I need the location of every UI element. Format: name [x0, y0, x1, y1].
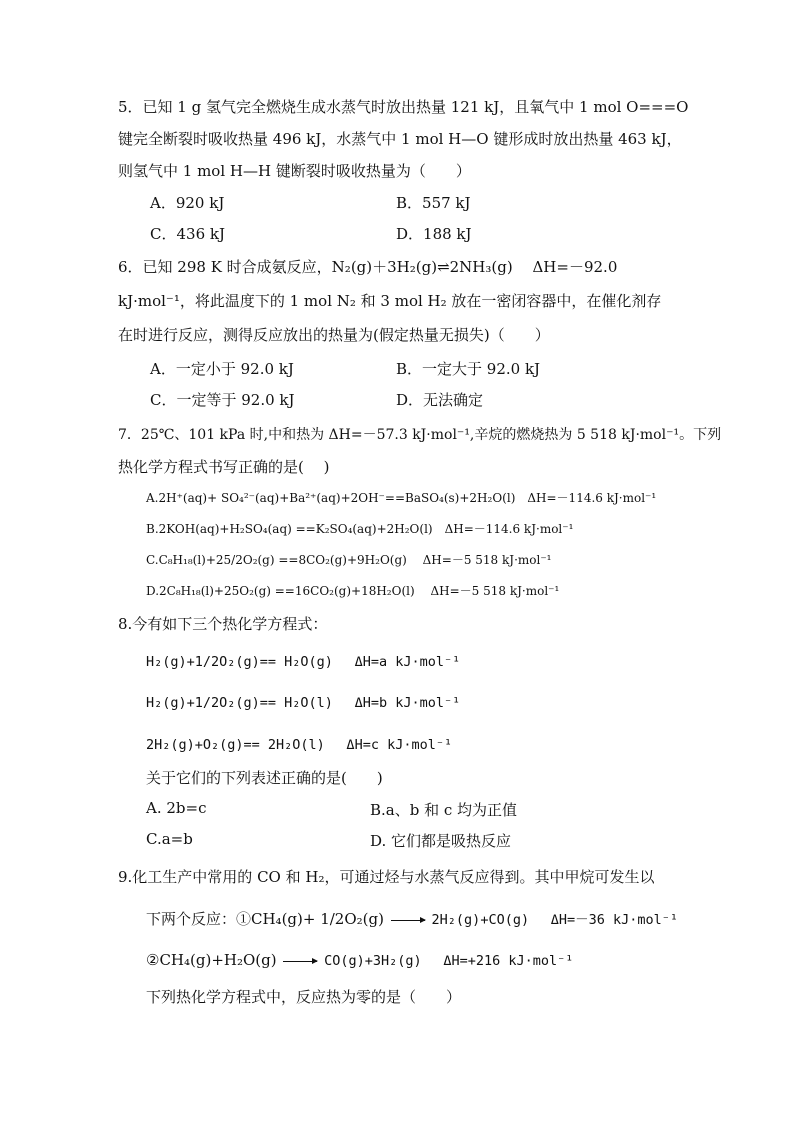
q5-option-c: C．436 kJ	[150, 225, 225, 243]
q7-option-b: B.2KOH(aq)+H₂SO₄(aq) ==K₂SO₄(aq)+2H₂O(l) ΔH=－114.6 kJ·mol⁻¹	[146, 522, 574, 536]
q8-option-d: D. 它们都是吸热反应	[370, 832, 512, 850]
q9-reaction-1	[146, 908, 678, 929]
q8-equation-2: H₂(g)+1/2O₂(g)== H₂O(l) ΔH=b kJ·mol⁻¹	[146, 695, 461, 711]
q9-reaction-2-left: ②CH₄(g)+H₂O(g)	[146, 951, 277, 969]
q5-stem-line-2: 键完全断裂时吸收热量 496 kJ，水蒸气中 1 mol H—O 键形成时放出热量 463 kJ，	[118, 130, 682, 148]
q9-stem-line-1: 9.化工生产中常用的 CO 和 H₂，可通过烃与水蒸气反应得到。其中甲烷可发生以	[118, 868, 655, 886]
q5-stem-line-1: 5．已知 1 g 氢气完全燃烧生成水蒸气时放出热量 121 kJ，且氧气中 1 mol O===O	[118, 98, 689, 116]
q9-reaction-2-right: CO(g)+3H₂(g) ΔH=+216 kJ·mol⁻¹	[324, 953, 574, 969]
q6-stem-line-2: kJ·mol⁻¹，将此温度下的 1 mol N₂ 和 3 mol H₂ 放在一密闭容器中，在催化剂存	[118, 292, 662, 310]
q6-stem-line-3: 在时进行反应，测得反应放出的热量为(假定热量无损失)（ ）	[118, 326, 550, 344]
q9-reaction-1-right: 2H₂(g)+CO(g) ΔH=－36 kJ·mol⁻¹	[431, 912, 678, 928]
q7-option-d: D.2C₈H₁₈(l)+25O₂(g) ==16CO₂(g)+18H₂O(l) ΔH=－5 518 kJ·mol⁻¹	[146, 584, 560, 598]
q7-stem-line-2: 热化学方程式书写正确的是( )	[118, 458, 330, 476]
q9-question: 下列热化学方程式中，反应热为零的是（ ）	[146, 988, 462, 1006]
q9-reaction-2	[146, 949, 573, 969]
q6-option-d: D．无法确定	[396, 391, 484, 409]
reaction-arrow-icon	[391, 920, 425, 921]
q7-stem-line-1: 7．25℃、101 kPa 时,中和热为 ΔH=－57.3 kJ·mol⁻¹,辛烷的燃烧热为 5 518 kJ·mol⁻¹。下列	[118, 427, 722, 443]
q8-question: 关于它们的下列表述正确的是( )	[146, 769, 383, 787]
q8-option-b: B.a、b 和 c 均为正值	[370, 801, 518, 819]
q6-option-a: A．一定小于 92.0 kJ	[150, 360, 294, 378]
q8-option-c: C.a=b	[146, 830, 193, 848]
q6-option-b: B．一定大于 92.0 kJ	[396, 360, 541, 378]
q7-option-a: A.2H⁺(aq)+ SO₄²⁻(aq)+Ba²⁺(aq)+2OH⁻==BaSO₄(s)+2H₂O(l) ΔH=－114.6 kJ·mol⁻¹	[146, 491, 657, 505]
q6-option-c: C．一定等于 92.0 kJ	[150, 391, 295, 409]
q5-stem-line-3: 则氢气中 1 mol H—H 键断裂时吸收热量为（ ）	[118, 162, 471, 180]
q9-reaction-1-left: 下两个反应：①CH₄(g)+ 1/2O₂(g)	[146, 910, 384, 928]
q7-option-c: C.C₈H₁₈(l)+25/2O₂(g) ==8CO₂(g)+9H₂O(g) ΔH=－5 518 kJ·mol⁻¹	[146, 553, 552, 567]
q6-stem-line-1: 6．已知 298 K 时合成氨反应，N₂(g)＋3H₂(g)⇌2NH₃(g) ΔH=－92.0	[118, 258, 618, 276]
reaction-arrow-icon	[283, 961, 317, 962]
q8-option-a: A. 2b=c	[146, 799, 207, 817]
q5-option-a: A．920 kJ	[150, 194, 225, 212]
q8-equation-1: H₂(g)+1/2O₂(g)== H₂O(g) ΔH=a kJ·mol⁻¹	[146, 654, 461, 670]
q8-equation-3: 2H₂(g)+O₂(g)== 2H₂O(l) ΔH=c kJ·mol⁻¹	[146, 737, 453, 753]
q5-option-d: D．188 kJ	[396, 225, 472, 243]
q8-stem: 8.今有如下三个热化学方程式：	[118, 615, 328, 633]
q5-option-b: B．557 kJ	[396, 194, 471, 212]
